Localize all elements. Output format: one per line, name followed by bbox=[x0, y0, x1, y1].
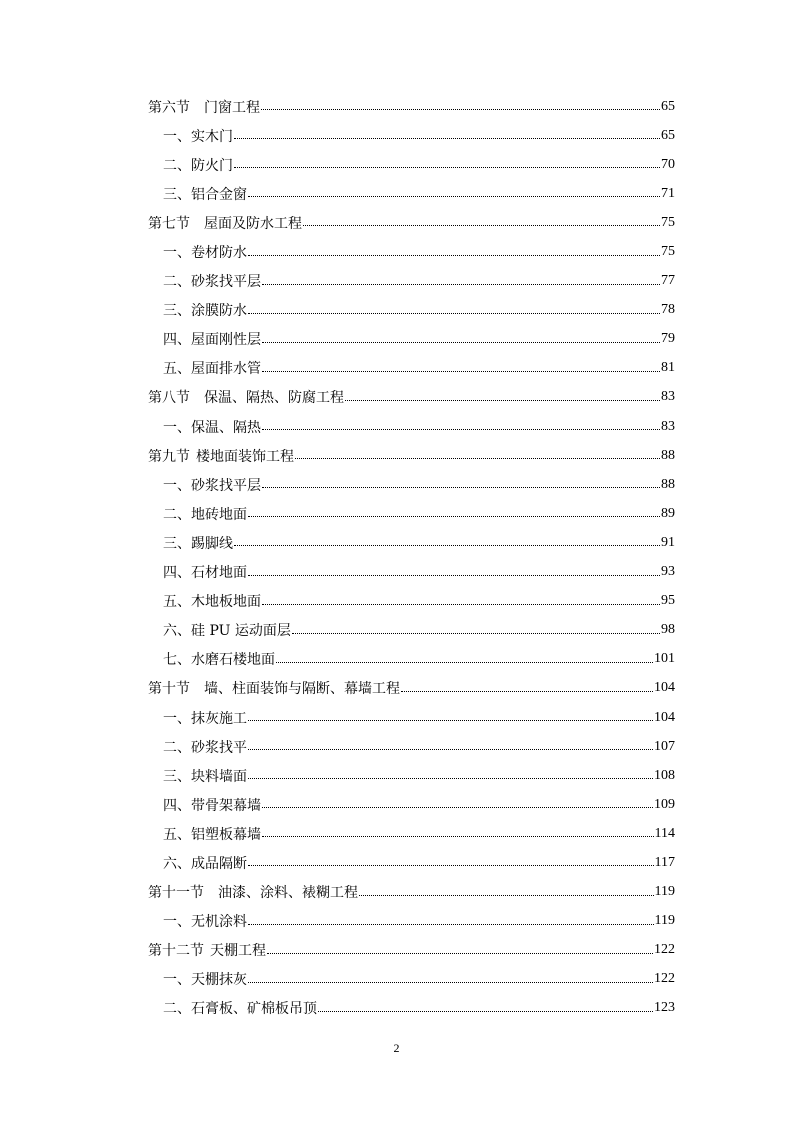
toc-page-number: 81 bbox=[661, 360, 675, 376]
toc-entry-title bbox=[163, 271, 261, 291]
dot-leader bbox=[248, 982, 653, 983]
entry-text: 一、抹灰施工 bbox=[163, 710, 247, 727]
toc-page-number: 89 bbox=[661, 505, 675, 521]
toc-page-number: 71 bbox=[661, 185, 675, 201]
toc-page-number: 88 bbox=[661, 476, 675, 492]
dot-leader bbox=[262, 371, 660, 372]
entry-text: 五、铝塑板幕墙 bbox=[163, 826, 261, 843]
dot-leader bbox=[262, 284, 660, 285]
toc-subsection-entry[interactable] bbox=[148, 528, 675, 557]
toc-subsection-entry[interactable] bbox=[148, 965, 675, 994]
entry-text: 天棚工程 bbox=[210, 943, 266, 960]
toc-page-number: 65 bbox=[661, 127, 675, 143]
dot-leader bbox=[248, 749, 653, 750]
dot-leader bbox=[248, 196, 660, 197]
entry-text: 一、实木门 bbox=[163, 128, 233, 145]
toc-entry-title bbox=[163, 300, 247, 320]
toc-entry-title bbox=[148, 213, 302, 233]
toc-entry-title bbox=[163, 620, 291, 640]
toc-page-number: 83 bbox=[661, 418, 675, 434]
toc-subsection-entry[interactable] bbox=[148, 470, 675, 499]
toc-entry-title bbox=[163, 708, 247, 728]
section-label: 第七节 bbox=[148, 215, 190, 232]
entry-text: 保温、隔热、防腐工程 bbox=[204, 390, 344, 407]
dot-leader bbox=[234, 138, 660, 139]
toc-section-entry[interactable] bbox=[148, 674, 675, 703]
toc-page-number: 122 bbox=[654, 942, 675, 958]
section-label: 第十节 bbox=[148, 681, 190, 698]
toc-entry-title bbox=[163, 562, 247, 582]
entry-text: 一、无机涂料 bbox=[163, 914, 247, 931]
toc-page-number: 104 bbox=[654, 709, 675, 725]
toc-subsection-entry[interactable] bbox=[148, 703, 675, 732]
toc-page-number: 122 bbox=[654, 971, 675, 987]
toc-page-number: 98 bbox=[661, 622, 675, 638]
toc-section-entry[interactable] bbox=[148, 208, 675, 237]
dot-leader bbox=[248, 778, 653, 779]
dot-leader bbox=[248, 516, 660, 517]
toc-entry-title bbox=[148, 882, 358, 902]
toc-page-number: 65 bbox=[661, 98, 675, 114]
toc-entry-title bbox=[163, 795, 261, 815]
toc-entry-title bbox=[163, 358, 261, 378]
entry-text: 一、天棚抹灰 bbox=[163, 972, 247, 989]
entry-text: 六、成品隔断 bbox=[163, 855, 247, 872]
entry-text: 二、地砖地面 bbox=[163, 506, 247, 523]
table-of-contents bbox=[148, 92, 675, 1023]
dot-leader bbox=[234, 545, 660, 546]
entry-text: 五、屋面排水管 bbox=[163, 361, 261, 378]
toc-page-number: 109 bbox=[654, 796, 675, 812]
toc-subsection-entry[interactable] bbox=[148, 150, 675, 179]
entry-text: 二、砂浆找平层 bbox=[163, 274, 261, 291]
toc-entry-title bbox=[163, 504, 247, 524]
toc-section-entry[interactable] bbox=[148, 936, 675, 965]
dot-leader bbox=[292, 633, 660, 634]
toc-entry-title bbox=[163, 737, 247, 757]
entry-text: 四、屋面刚性层 bbox=[163, 332, 261, 349]
entry-text: 四、石材地面 bbox=[163, 565, 247, 582]
toc-entry-title bbox=[148, 446, 294, 466]
entry-text: 三、铝合金窗 bbox=[163, 186, 247, 203]
section-label: 第十二节 bbox=[148, 943, 204, 960]
entry-text: 四、带骨架幕墙 bbox=[163, 797, 261, 814]
section-label: 第六节 bbox=[148, 99, 190, 116]
toc-subsection-entry[interactable] bbox=[148, 819, 675, 848]
toc-entry-title bbox=[163, 184, 247, 204]
toc-page-number: 70 bbox=[661, 156, 675, 172]
entry-text: 三、踢脚线 bbox=[163, 535, 233, 552]
toc-subsection-entry[interactable] bbox=[148, 121, 675, 150]
entry-text: 门窗工程 bbox=[204, 99, 260, 116]
dot-leader bbox=[267, 953, 653, 954]
toc-page-number: 104 bbox=[654, 680, 675, 696]
toc-entry-title bbox=[163, 475, 261, 495]
toc-entry-title bbox=[163, 329, 261, 349]
dot-leader bbox=[262, 487, 660, 488]
toc-entry-title bbox=[148, 678, 400, 698]
toc-subsection-entry[interactable] bbox=[148, 296, 675, 325]
entry-text: 屋面及防水工程 bbox=[204, 215, 302, 232]
dot-leader bbox=[359, 895, 654, 896]
toc-subsection-entry[interactable] bbox=[148, 848, 675, 877]
toc-subsection-entry[interactable] bbox=[148, 179, 675, 208]
toc-page-number: 101 bbox=[654, 651, 675, 667]
dot-leader bbox=[262, 836, 654, 837]
toc-entry-title bbox=[163, 591, 261, 611]
toc-entry-title bbox=[163, 911, 247, 931]
toc-page-number: 77 bbox=[661, 273, 675, 289]
dot-leader bbox=[276, 662, 653, 663]
toc-entry-title bbox=[163, 155, 233, 175]
entry-text: 二、防火门 bbox=[163, 157, 233, 174]
toc-entry-title bbox=[148, 940, 266, 960]
toc-page-number: 91 bbox=[661, 534, 675, 550]
entry-text: 二、砂浆找平 bbox=[163, 739, 247, 756]
toc-page-number: 107 bbox=[654, 738, 675, 754]
entry-text: 七、水磨石楼地面 bbox=[163, 652, 275, 669]
dot-leader bbox=[248, 924, 654, 925]
dot-leader bbox=[248, 313, 660, 314]
toc-page-number: 83 bbox=[661, 389, 675, 405]
toc-entry-title bbox=[163, 533, 233, 553]
toc-page-number: 123 bbox=[654, 1000, 675, 1016]
toc-subsection-entry[interactable] bbox=[148, 994, 675, 1023]
page-number: 2 bbox=[393, 1041, 400, 1055]
toc-section-entry[interactable] bbox=[148, 383, 675, 412]
toc-entry-title bbox=[163, 242, 247, 262]
entry-text: 一、砂浆找平层 bbox=[163, 477, 261, 494]
dot-leader bbox=[261, 109, 660, 110]
dot-leader bbox=[295, 458, 660, 459]
toc-subsection-entry[interactable] bbox=[148, 267, 675, 296]
toc-subsection-entry[interactable] bbox=[148, 761, 675, 790]
toc-subsection-entry[interactable] bbox=[148, 237, 675, 266]
toc-entry-title bbox=[148, 97, 260, 117]
dot-leader bbox=[318, 1011, 653, 1012]
section-label: 第八节 bbox=[148, 390, 190, 407]
toc-subsection-entry[interactable] bbox=[148, 325, 675, 354]
dot-leader bbox=[262, 429, 660, 430]
dot-leader bbox=[234, 167, 660, 168]
dot-leader bbox=[248, 720, 653, 721]
toc-entry-title bbox=[163, 417, 261, 437]
toc-page-number: 114 bbox=[654, 825, 675, 841]
entry-text: 六、硅 PU 运动面层 bbox=[163, 623, 291, 640]
toc-subsection-entry[interactable] bbox=[148, 587, 675, 616]
dot-leader bbox=[248, 255, 660, 256]
toc-page-number: 93 bbox=[661, 564, 675, 580]
toc-page-number: 119 bbox=[654, 884, 675, 900]
entry-text: 油漆、涂料、裱糊工程 bbox=[218, 885, 358, 902]
toc-entry-title bbox=[163, 998, 317, 1018]
toc-page-number: 88 bbox=[661, 447, 675, 463]
entry-text: 五、木地板地面 bbox=[163, 594, 261, 611]
toc-entry-title bbox=[163, 649, 275, 669]
toc-section-entry[interactable] bbox=[148, 441, 675, 470]
dot-leader bbox=[262, 807, 653, 808]
toc-subsection-entry[interactable] bbox=[148, 732, 675, 761]
dot-leader bbox=[262, 342, 660, 343]
toc-entry-title bbox=[163, 766, 247, 786]
dot-leader bbox=[401, 691, 653, 692]
toc-subsection-entry[interactable] bbox=[148, 558, 675, 587]
toc-entry-title bbox=[163, 969, 247, 989]
toc-page-number: 75 bbox=[661, 214, 675, 230]
entry-text: 三、块料墙面 bbox=[163, 768, 247, 785]
toc-subsection-entry[interactable] bbox=[148, 412, 675, 441]
dot-leader bbox=[262, 604, 660, 605]
dot-leader bbox=[248, 575, 660, 576]
toc-entry-title bbox=[163, 824, 261, 844]
dot-leader bbox=[345, 400, 660, 401]
toc-entry-title bbox=[148, 387, 344, 407]
entry-text: 楼地面装饰工程 bbox=[196, 448, 294, 465]
dot-leader bbox=[248, 865, 654, 866]
entry-text: 三、涂膜防水 bbox=[163, 303, 247, 320]
toc-subsection-entry[interactable] bbox=[148, 645, 675, 674]
entry-text: 一、卷材防水 bbox=[163, 245, 247, 262]
toc-page-number: 75 bbox=[661, 244, 675, 260]
section-label: 第九节 bbox=[148, 448, 190, 465]
entry-text: 墙、柱面装饰与隔断、幕墙工程 bbox=[204, 681, 400, 698]
toc-section-entry[interactable] bbox=[148, 878, 675, 907]
toc-page-number: 79 bbox=[661, 331, 675, 347]
toc-entry-title bbox=[163, 126, 233, 146]
toc-page-number: 78 bbox=[661, 302, 675, 318]
toc-subsection-entry[interactable] bbox=[148, 790, 675, 819]
toc-subsection-entry[interactable] bbox=[148, 907, 675, 936]
toc-page-number: 108 bbox=[654, 767, 675, 783]
toc-page-number: 117 bbox=[654, 854, 675, 870]
entry-text: 二、石膏板、矿棉板吊顶 bbox=[163, 1001, 317, 1018]
toc-subsection-entry[interactable] bbox=[148, 354, 675, 383]
toc-entry-title bbox=[163, 853, 247, 873]
toc-section-entry[interactable] bbox=[148, 92, 675, 121]
toc-subsection-entry[interactable] bbox=[148, 499, 675, 528]
entry-text: 一、保温、隔热 bbox=[163, 419, 261, 436]
toc-page-number: 95 bbox=[661, 593, 675, 609]
section-label: 第十一节 bbox=[148, 885, 204, 902]
dot-leader bbox=[303, 225, 660, 226]
toc-page-number: 119 bbox=[654, 913, 675, 929]
toc-subsection-entry[interactable] bbox=[148, 616, 675, 645]
